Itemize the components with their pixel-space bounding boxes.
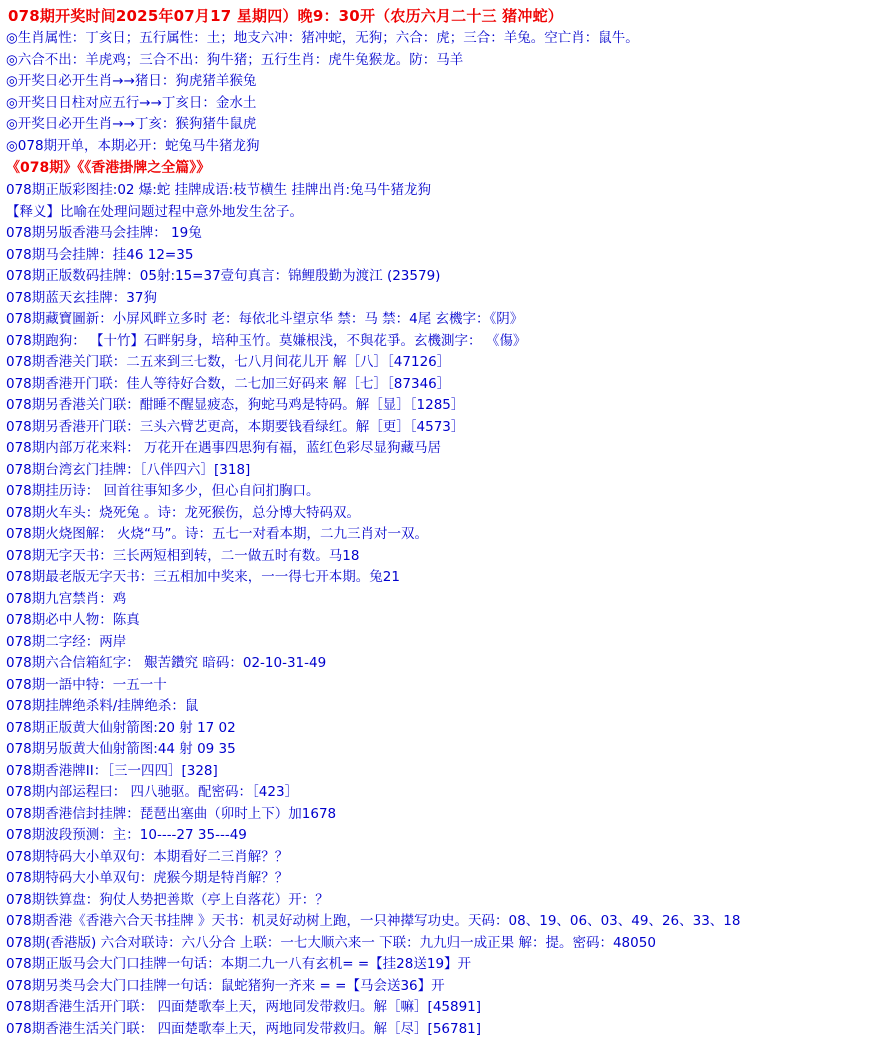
content-line: 078期正版彩图挂:02 爆:蛇 挂牌成语:枝节横生 挂牌出肖:兔马牛猪龙狗 — [0, 180, 892, 202]
content-line: 078期火烧图解： 火烧“马”。诗：五七一对看本期，二九三肖对一双。 — [0, 524, 892, 546]
content-line: 078期挂牌绝杀料/挂牌绝杀：鼠 — [0, 696, 892, 718]
top-attributes-block — [0, 28, 892, 157]
content-line: 078期一語中特：一五一十 — [0, 675, 892, 697]
content-line: 078期正版黄大仙射箭图:20 射 17 02 — [0, 718, 892, 740]
content-line: 078期波段预测：主：10----27 35---49 — [0, 825, 892, 847]
content-line: 078期铁算盘：狗仗人势把善欺（亭上自落花）开：？ — [0, 890, 892, 912]
content-line: 078期藏寶圖新：小屏风畔立多时 老：每依北斗望京华 禁：马 禁：4尾 玄機字：《阴》 — [0, 309, 892, 331]
content-line: 078期火车头：烧死兔 。诗：龙死猴伤，总分博大特码双。 — [0, 503, 892, 525]
content-line: 078期内部运程曰： 四八驰驱。配密码：［423］ — [0, 782, 892, 804]
content-line: 078期台湾玄门挂牌：［八伴四六］[318] — [0, 460, 892, 482]
content-line: 078期另版香港马会挂牌： 19兔 — [0, 223, 892, 245]
content-line: 078期无字天书：三长两短相到转，二一做五时有数。马18 — [0, 546, 892, 568]
content-line: 078期二字经：两岸 — [0, 632, 892, 654]
content-line: 078期内部万花来料： 万花开在遇事四思狗有福，蓝红色彩尽显狗藏马居 — [0, 438, 892, 460]
content-line: 078期最老版无字天书：三五相加中奖来，一一得七开本期。兔21 — [0, 567, 892, 589]
content-line: 078期香港《香港六合天书挂牌 》天书：机灵好动树上跑，一只神撵写功史。天码：08、19、06、03、49、26、33、18 — [0, 911, 892, 933]
content-line: 078期香港牌II：［三一四四］[328] — [0, 761, 892, 783]
content-line: 078期挂历诗： 回首往事知多少，但心自问扪胸口。 — [0, 481, 892, 503]
content-line: 078期另版黄大仙射箭图:44 射 09 35 — [0, 739, 892, 761]
content-line: 078期香港开门联：佳人等待好合数，二七加三好码来 解［七］［87346］ — [0, 374, 892, 396]
content-line: 078期正版数码挂牌：05射:15=37壹句真言：锦鲤殷勤为渡江 (23579) — [0, 266, 892, 288]
content-line: 078期香港信封挂牌：琵琶出塞曲（卯时上下）加1678 — [0, 804, 892, 826]
content-line: 078期必中人物：陈真 — [0, 610, 892, 632]
content-line: 【释义】比喻在处理问题过程中意外地发生岔子。 — [0, 202, 892, 224]
attribute-line: ◎开奖日必开生肖→→猪日：狗虎猪羊猴兔 — [0, 71, 892, 93]
section-title: 《078期》《《香港掛牌之全篇》》 — [0, 157, 892, 180]
attribute-line: ◎生肖属性：丁亥日；五行属性：土；地支六冲：猪冲蛇，无狗；六合：虎；三合：羊兔。空亡肖：鼠牛。 — [0, 28, 892, 50]
content-line: 078期香港关门联：二五来到三七数，七八月间花儿开 解［八］［47126］ — [0, 352, 892, 374]
attribute-line: ◎开奖日日柱对应五行→→丁亥日：金水土 — [0, 93, 892, 115]
body-content-block — [0, 180, 892, 1040]
attribute-line: ◎078期开单，本期必开：蛇兔马牛猪龙狗 — [0, 136, 892, 158]
content-line: 078期蓝天玄挂牌：37狗 — [0, 288, 892, 310]
content-line: 078期香港生活开门联： 四面楚歌奉上天，两地同发带救归。解［嘛］[45891] — [0, 997, 892, 1019]
content-line: 078期特码大小单双句：虎猴今期是特肖解？？ — [0, 868, 892, 890]
content-line: 078期(香港版) 六合对联诗：六八分合 上联：一七大顺六来一 下联：九九归一成正果 解：提。密码：48050 — [0, 933, 892, 955]
attribute-line: ◎六合不出：羊虎鸡；三合不出：狗牛猪；五行生肖：虎牛兔猴龙。防：马羊 — [0, 50, 892, 72]
content-line: 078期六合信箱紅字： 艱苦鑽究 暗码：02-10-31-49 — [0, 653, 892, 675]
content-line: 078期跑狗： 【十竹】石畔躬身，培种玉竹。莫嫌根浅，不與花爭。玄機測字： 《傷》 — [0, 331, 892, 353]
page-title: 078期开奖时间2025年07月17 星期四）晚9：30开（农历六月二十三 猪冲蛇） — [0, 4, 892, 28]
content-line: 078期另类马会大门口挂牌一句话：鼠蛇猪狗一齐来 = =【马会送36】开 — [0, 976, 892, 998]
content-line: 078期九宫禁肖：鸡 — [0, 589, 892, 611]
attribute-line: ◎开奖日必开生肖→→丁亥：猴狗猪牛鼠虎 — [0, 114, 892, 136]
content-line: 078期另香港开门联：三头六臂艺更高，本期要钱看绿红。解［更］［4573］ — [0, 417, 892, 439]
content-line: 078期马会挂牌：挂46 12=35 — [0, 245, 892, 267]
content-line: 078期特码大小单双句：本期看好二三肖解？？ — [0, 847, 892, 869]
content-line: 078期正版马会大门口挂牌一句话：本期二九一八有玄机= =【挂28送19】开 — [0, 954, 892, 976]
content-line: 078期另香港关门联：酣睡不醒显疲态，狗蛇马鸡是特码。解［显］［1285］ — [0, 395, 892, 417]
content-line: 078期香港生活关门联： 四面楚歌奉上天，两地同发带救归。解［尽］[56781] — [0, 1019, 892, 1040]
